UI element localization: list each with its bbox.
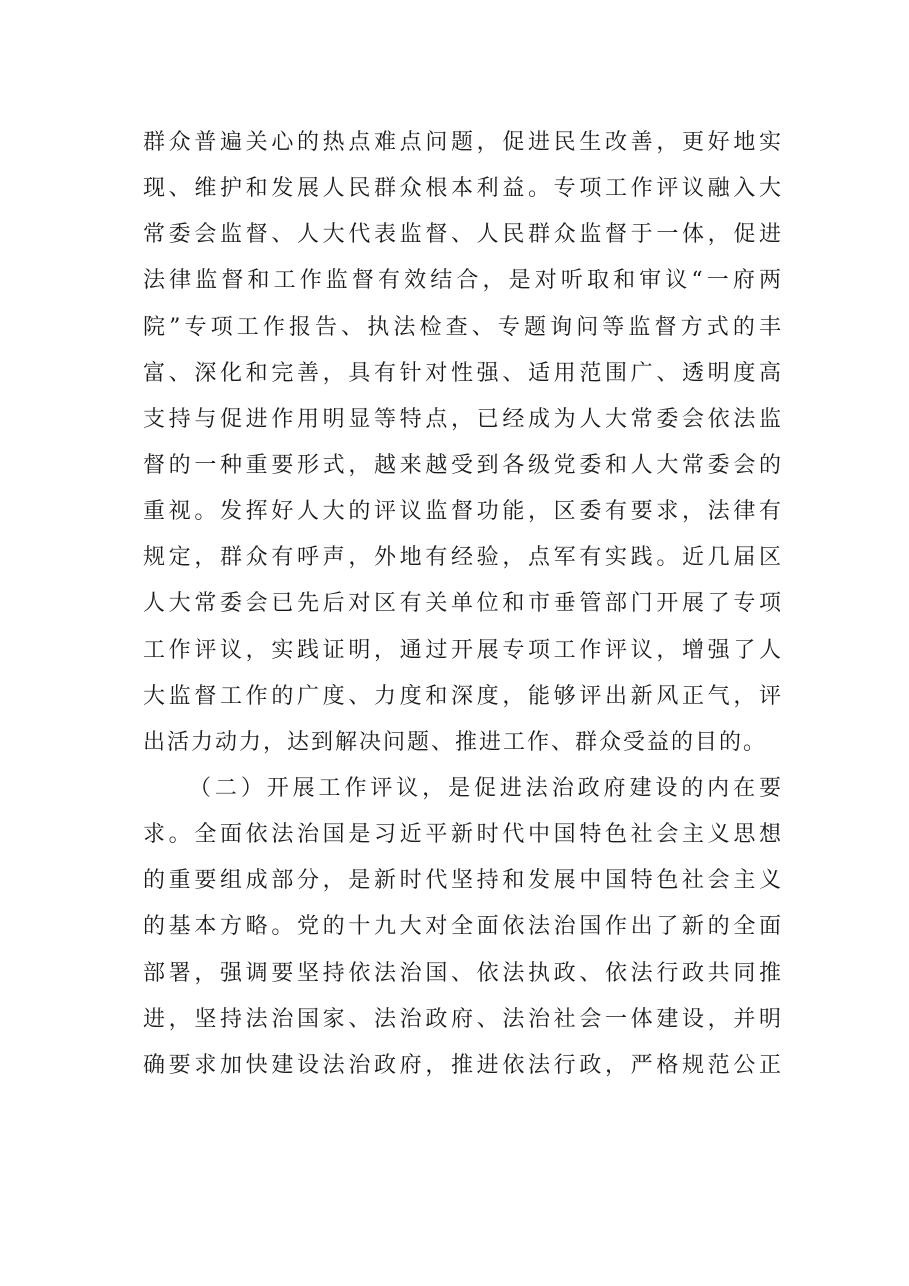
text-line: 工作评议，实践证明，通过开展专项工作评议，增强了人 [143, 637, 783, 663]
text-line: 现、维护和发展人民群众根本利益。专项工作评议融入大 [143, 176, 783, 202]
text-line: 群众普遍关心的热点难点问题，促进民生改善，更好地实 [143, 130, 783, 155]
text-line: 确要求加快建设法治政府，推进依法行政，严格规范公正 [143, 1052, 783, 1078]
text-line: 规定，群众有呼声，外地有经验，点军有实践。近几届区 [143, 545, 783, 571]
body-text [143, 120, 783, 1089]
text-line: 求。全面依法治国是习近平新时代中国特色社会主义思想 [143, 822, 783, 848]
text-line: 的基本方略。党的十九大对全面依法治国作出了新的全面 [143, 914, 783, 940]
text-line: 常委会监督、人大代表监督、人民群众监督于一体，促进 [143, 222, 783, 248]
text-line: 法律监督和工作监督有效结合，是对听取和审议“一府两 [143, 268, 783, 294]
text-line: 人大常委会已先后对区有关单位和市垂管部门开展了专项 [143, 591, 783, 617]
text-line: 督的一种重要形式，越来越受到各级党委和人大常委会的 [143, 452, 783, 478]
text-line: （二）开展工作评议，是促进法治政府建设的内在要 [189, 775, 783, 801]
text-line: 大监督工作的广度、力度和深度，能够评出新风正气，评 [143, 683, 783, 709]
text-line: 重视。发挥好人大的评议监督功能，区委有要求，法律有 [143, 499, 783, 525]
text-line: 的重要组成部分，是新时代坚持和发展中国特色社会主义 [143, 868, 783, 894]
text-line: 出活力动力，达到解决问题、推进工作、群众受益的目的。 [143, 729, 768, 755]
text-line: 支持与促进作用明显等特点，已经成为人大常委会依法监 [143, 406, 783, 432]
text-line: 进，坚持法治国家、法治政府、法治社会一体建设，并明 [143, 1006, 783, 1032]
text-line: 富、深化和完善，具有针对性强、适用范围广、透明度高 [143, 360, 783, 386]
text-line: 院”专项工作报告、执法检查、专题询问等监督方式的丰 [143, 314, 783, 340]
text-line: 部署，强调要坚持依法治国、依法执政、依法行政共同推 [143, 960, 783, 986]
